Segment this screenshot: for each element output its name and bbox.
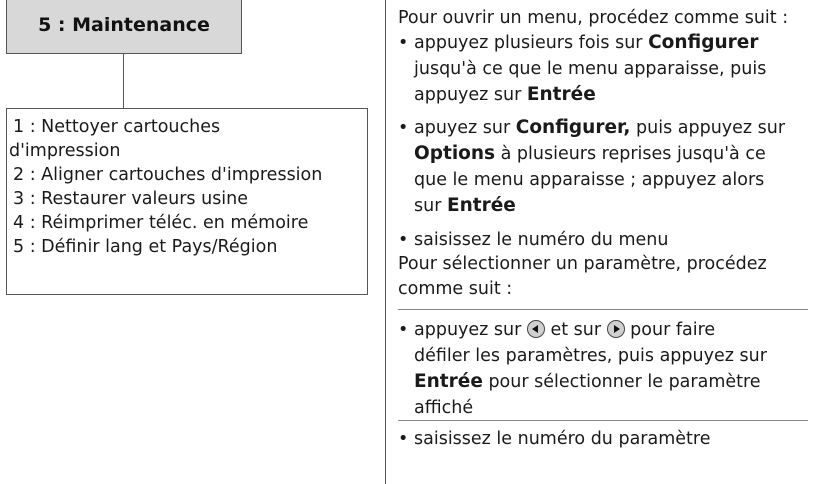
open-intro: Pour ouvrir un menu, procédez comme suit : [398,8,789,28]
connector-line [123,54,124,108]
menu-title-box [6,0,242,54]
section-separator [398,309,808,310]
bullet-2-line-4: sur Entrée [414,195,516,216]
menu-title: 5 : Maintenance [38,14,210,36]
menu-item-1: 1 : Nettoyer cartouches [13,117,221,137]
column-divider [385,0,386,484]
menu-item-1-continued: d'impression [9,141,121,161]
select-intro-line-2: comme suit : [398,279,513,299]
menu-item-2: 2 : Aligner cartouches d'impression [13,165,323,185]
bullet-4-line-4: affiché [414,398,474,418]
bullet-1-line-1: appuyez plusieurs fois sur Configurer [414,32,759,53]
bullet-4-line-2: défiler les paramètres, puis appuyez sur [414,346,767,366]
bullet: • [398,118,409,138]
right-arrow-button-icon [607,320,625,338]
bullet-4-line-1: appuyez sur et sur pour faire [414,320,716,340]
section-separator [398,420,808,421]
bullet-1-line-3: appuyez sur Entrée [414,84,596,105]
select-intro-line-1: Pour sélectionner un paramètre, procédez [398,254,767,274]
left-arrow-button-icon [527,320,545,338]
menu-item-3: 3 : Restaurer valeurs usine [13,189,249,209]
menu-item-4: 4 : Réimprimer téléc. en mémoire [13,213,309,233]
bullet: • [398,429,409,449]
bullet: • [398,230,409,250]
menu-items-box [6,108,368,295]
bullet-4-line-3: Entrée pour sélectionner le paramètre [414,371,761,392]
bullet: • [398,33,409,53]
menu-item-5: 5 : Définir lang et Pays/Région [13,237,278,257]
bullet-2-line-2: Options à plusieurs reprises jusqu'à ce [414,143,766,164]
bullet-3: saisissez le numéro du menu [414,230,669,250]
bullet: • [398,320,409,340]
bullet-1-line-2: jusqu'à ce que le menu apparaisse, puis [414,59,767,79]
bullet-5: saisissez le numéro du paramètre [414,429,711,449]
bullet-2-line-1: apuyez sur Configurer, puis appuyez sur [414,117,786,138]
bullet-2-line-3: que le menu apparaisse ; appuyez alors [414,170,765,190]
